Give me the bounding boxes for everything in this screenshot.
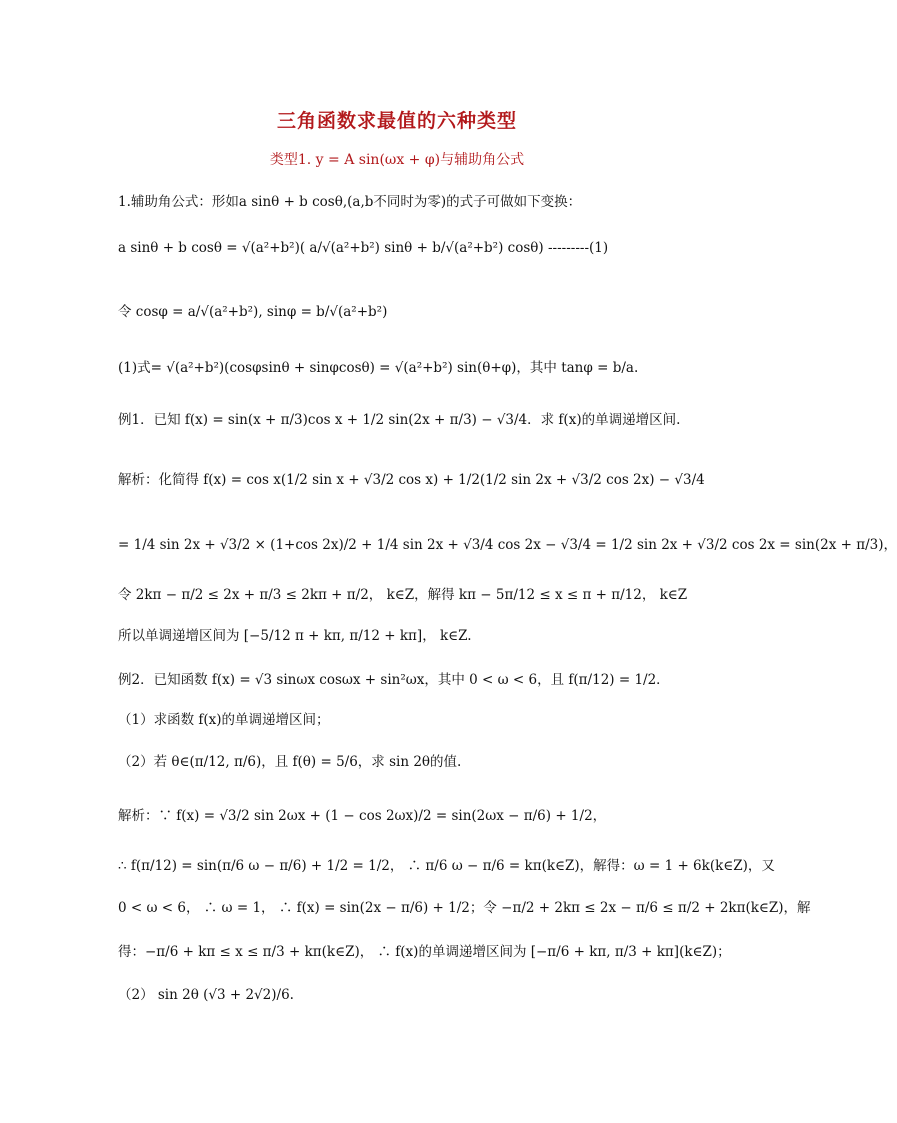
example-2-solution-step1: 解析：∵ f(x) = √3/2 sin 2ωx + (1 − cos 2ωx)/2 = sin(2ωx − π/6) + 1/2， (118, 808, 607, 824)
document-title: 三角函数求最值的六种类型 (276, 110, 517, 132)
section-subtitle: 类型1. y = A sin(ωx + φ)与辅助角公式 (269, 152, 525, 168)
auxiliary-angle-formula: a sinθ + b cosθ = √(a²+b²)( a/√(a²+b²) sinθ + b/√(a²+b²) cosθ) ---------(1) (118, 240, 609, 256)
example-2-question-2: （2）若 θ∈(π/12, π/6)，且 f(θ) = 5/6，求 sin 2θ的值. (118, 754, 462, 770)
example-1-solution-step3: 令 2kπ − π/2 ≤ 2x + π/3 ≤ 2kπ + π/2， k∈Z，解得 kπ − 5π/12 ≤ x ≤ π + π/12， k∈Z (118, 587, 688, 603)
example-2-solution-step2: ∴ f(π/12) = sin(π/6 ω − π/6) + 1/2 = 1/2， ∴ π/6 ω − π/6 = kπ(k∈Z)，解得：ω = 1 + 6k(k∈Z)，又 (118, 858, 775, 874)
example-1-answer: 所以单调递增区间为 [−5/12 π + kπ, π/12 + kπ]， k∈Z. (118, 628, 472, 644)
example-2-statement: 例2．已知函数 f(x) = √3 sinωx cosωx + sin²ωx，其中 0 < ω < 6，且 f(π/12) = 1/2． (118, 672, 670, 688)
example-2-solution-step4: 得：−π/6 + kπ ≤ x ≤ π/3 + kπ(k∈Z)， ∴ f(x)的单调递增区间为 [−π/6 + kπ, π/3 + kπ](k∈Z)； (118, 944, 731, 960)
formula-result: (1)式= √(a²+b²)(cosφsinθ + sinφcosθ) = √(a²+b²) sin(θ+φ)，其中 tanφ = b/a. (118, 360, 639, 376)
example-1-solution-step2: = 1/4 sin 2x + √3/2 × (1+cos 2x)/2 + 1/4 sin 2x + √3/4 cos 2x − √3/4 = 1/2 sin 2x + √3/2 cos 2x = sin(2x + π/3)， (118, 537, 897, 553)
phi-definition: 令 cosφ = a/√(a²+b²), sinφ = b/√(a²+b²) (118, 304, 388, 320)
example-1-solution-step1: 解析：化简得 f(x) = cos x(1/2 sin x + √3/2 cos x) + 1/2(1/2 sin 2x + √3/2 cos 2x) − √3/4 (118, 472, 705, 488)
example-2-solution-step3: 0 < ω < 6， ∴ ω = 1， ∴ f(x) = sin(2x − π/6) + 1/2；令 −π/2 + 2kπ ≤ 2x − π/6 ≤ π/2 + 2kπ(k∈Z)，解 (118, 900, 811, 916)
formula-intro: 1.辅助角公式：形如a sinθ + b cosθ,(a,b不同时为零)的式子可做如下变换： (118, 194, 582, 210)
example-1-statement: 例1．已知 f(x) = sin(x + π/3)cos x + 1/2 sin(2x + π/3) − √3/4．求 f(x)的单调递增区间. (118, 412, 681, 428)
example-2-question-1: （1）求函数 f(x)的单调递增区间； (118, 712, 330, 728)
example-2-answer-2: （2） sin 2θ (√3 + 2√2)/6. (118, 987, 294, 1003)
